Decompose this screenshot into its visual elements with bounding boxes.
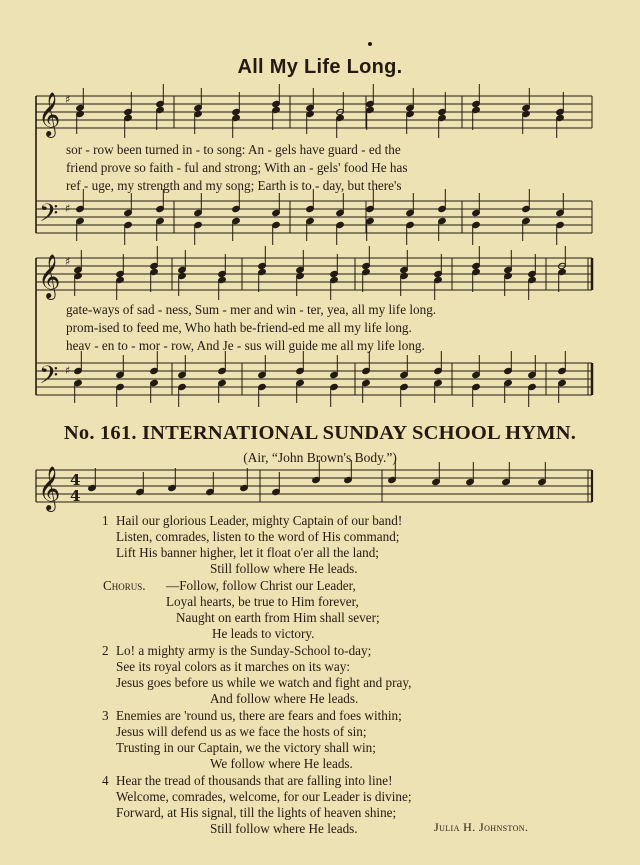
- verse-line: —Follow, follow Christ our Leader,: [166, 578, 356, 593]
- verse-line: We follow where He leads.: [210, 756, 353, 771]
- verse-line: Hail our glorious Leader, mighty Captain of our band!: [116, 513, 403, 528]
- verse-line: Jesus goes before us while we watch and fight and pray,: [116, 675, 412, 690]
- stanza-number: 2: [102, 643, 109, 658]
- verse-line: Hear the tread of thousands that are falling into line!: [116, 773, 393, 788]
- treble-clef: 𝄞: [38, 254, 61, 298]
- bass-clef: 𝄢: [39, 199, 59, 234]
- author-credit: Julia H. Johnston.: [434, 820, 529, 834]
- verse-line: Jesus will defend us as we face the hosts of sin;: [116, 724, 367, 739]
- time-signature: 4: [70, 487, 81, 505]
- key-signature: ♯: [65, 93, 71, 106]
- stanza-number: 4: [102, 773, 109, 788]
- verse-line: Enemies are 'round us, there are fears and foes within;: [116, 708, 402, 723]
- verse-line: And follow where He leads.: [210, 691, 359, 706]
- verse-line: Still follow where He leads.: [210, 561, 358, 576]
- key-signature: ♯: [65, 202, 71, 215]
- key-signature: ♯: [65, 255, 71, 268]
- verse-line: Loyal hearts, be true to Him forever,: [166, 594, 359, 609]
- verse-line: Naught on earth from Him shall sever;: [176, 610, 380, 625]
- song-title: All My Life Long.: [237, 56, 403, 78]
- lyric-line: friend prove so faith - ful and strong; With an - gels' food He has: [66, 160, 408, 175]
- stanza-number: 1: [102, 513, 109, 528]
- verse-line: Still follow where He leads.: [210, 821, 358, 836]
- lyric-line: heav - en to - mor - row, And Je - sus will guide me all my life long.: [66, 338, 425, 353]
- stanza-number: 3: [102, 708, 109, 723]
- bass-clef: 𝄢: [39, 361, 59, 396]
- hymn-subtitle: (Air, “John Brown's Body.”): [243, 450, 397, 465]
- lyric-line: ref - uge, my strength and my song; Earth is to - day, but there's: [66, 178, 402, 193]
- verse-line: He leads to victory.: [212, 626, 315, 641]
- verse-line: See its royal colors as it marches on its way:: [116, 659, 351, 674]
- chorus-label: Chorus.: [103, 578, 146, 593]
- key-signature: ♯: [65, 364, 71, 377]
- lyric-line: sor - row been turned in - to song: An - gels have guard - ed the: [66, 142, 401, 157]
- verse-line: Lift His banner higher, let it float o'er all the land;: [116, 545, 379, 560]
- time-signature: 4: [70, 471, 81, 489]
- verse-line: Forward, at His signal, till the lights of heaven shine;: [116, 805, 397, 820]
- verse-line: Welcome, comrades, welcome, for our Leader is divine;: [116, 789, 412, 804]
- lyric-line: gate-ways of sad - ness, Sum - mer and win - ter, yea, all my life long.: [66, 302, 437, 317]
- treble-clef: 𝄞: [38, 92, 61, 136]
- lyric-line: prom-ised to feed me, Who hath be-friend-ed me all my life long.: [66, 320, 412, 335]
- treble-clef: 𝄞: [38, 466, 61, 510]
- verse-line: Lo! a mighty army is the Sunday-School to-day;: [116, 643, 372, 658]
- verse-line: Listen, comrades, listen to the word of His command;: [116, 529, 400, 544]
- hymn-title: No. 161. INTERNATIONAL SUNDAY SCHOOL HYMN.: [63, 422, 577, 444]
- verse-line: Trusting in our Captain, we the victory shall win;: [116, 740, 376, 755]
